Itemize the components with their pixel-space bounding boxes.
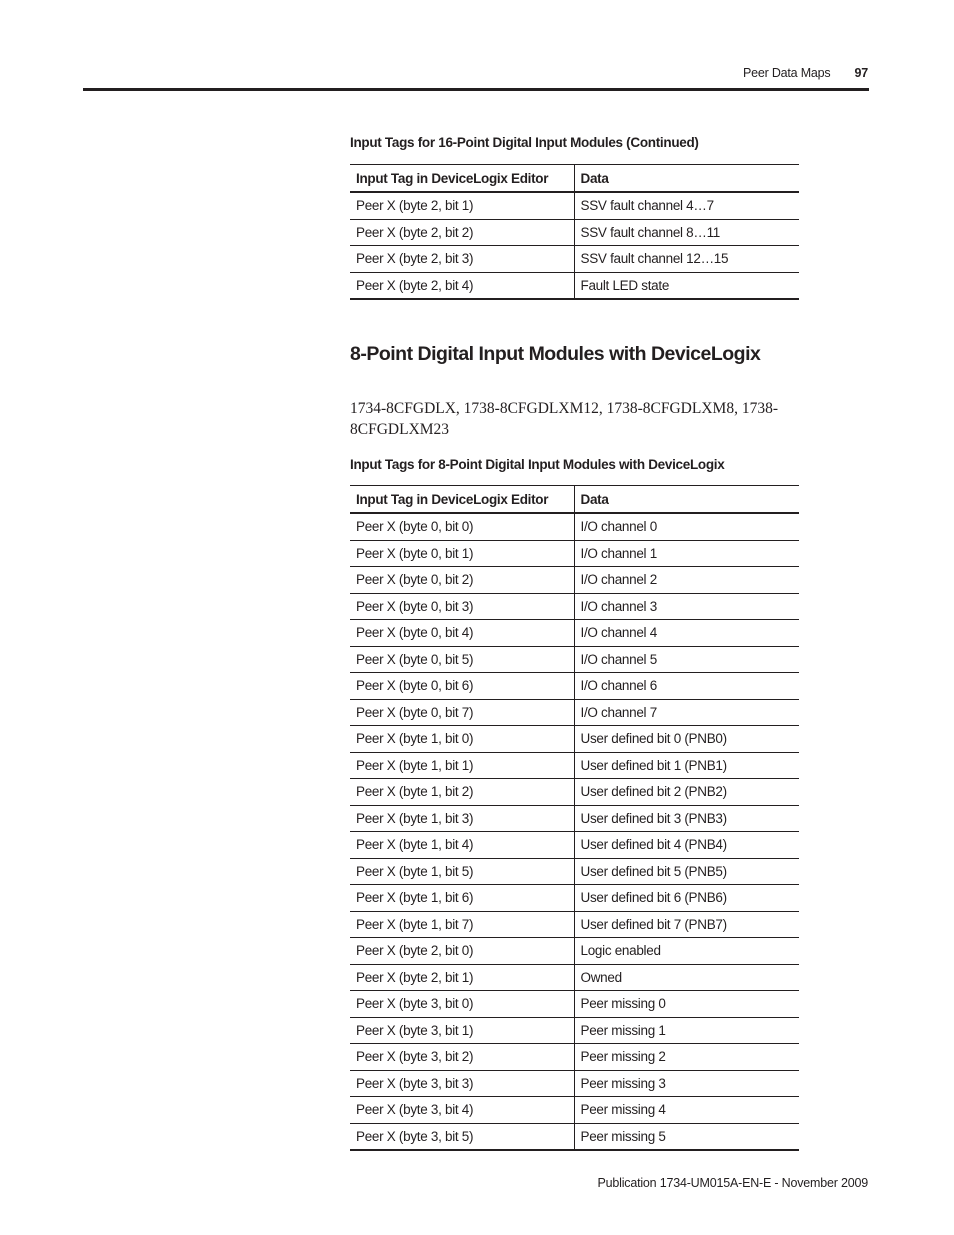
input-tag-cell: Peer X (byte 0, bit 2) <box>350 567 574 594</box>
data-cell: User defined bit 0 (PNB0) <box>574 726 799 753</box>
table-row <box>350 219 799 246</box>
table-row <box>350 1017 799 1044</box>
column-header-input-tag: Input Tag in DeviceLogix Editor <box>350 165 574 193</box>
section-heading: 8-Point Digital Input Modules with DeviceLogix <box>350 343 761 365</box>
data-cell: User defined bit 7 (PNB7) <box>574 911 799 938</box>
table-row <box>350 673 799 700</box>
data-cell: User defined bit 6 (PNB6) <box>574 885 799 912</box>
data-cell: Peer missing 5 <box>574 1123 799 1150</box>
input-tag-cell: Peer X (byte 0, bit 5) <box>350 646 574 673</box>
data-cell: Peer missing 0 <box>574 991 799 1018</box>
table2-body <box>350 513 799 1150</box>
input-tag-cell: Peer X (byte 2, bit 0) <box>350 938 574 965</box>
table-row <box>350 192 799 219</box>
table-row <box>350 752 799 779</box>
input-tag-cell: Peer X (byte 0, bit 4) <box>350 620 574 647</box>
table-row <box>350 272 799 299</box>
table-row <box>350 540 799 567</box>
table-row <box>350 885 799 912</box>
data-cell: Peer missing 4 <box>574 1097 799 1124</box>
input-tag-cell: Peer X (byte 0, bit 3) <box>350 593 574 620</box>
header-rule <box>83 88 869 91</box>
column-header-data: Data <box>574 165 799 193</box>
data-cell: User defined bit 5 (PNB5) <box>574 858 799 885</box>
data-cell: I/O channel 1 <box>574 540 799 567</box>
table-row <box>350 1123 799 1150</box>
table-row <box>350 620 799 647</box>
table-row <box>350 911 799 938</box>
data-cell: I/O channel 2 <box>574 567 799 594</box>
header-section-title: Peer Data Maps <box>742 66 831 80</box>
table-row <box>350 964 799 991</box>
table-row <box>350 699 799 726</box>
column-header-data: Data <box>574 486 799 514</box>
data-cell: User defined bit 2 (PNB2) <box>574 779 799 806</box>
data-cell: I/O channel 3 <box>574 593 799 620</box>
input-tag-cell: Peer X (byte 0, bit 6) <box>350 673 574 700</box>
data-cell: Peer missing 1 <box>574 1017 799 1044</box>
input-tag-cell: Peer X (byte 0, bit 1) <box>350 540 574 567</box>
table-row <box>350 1097 799 1124</box>
table-header-row <box>350 486 799 514</box>
table-row <box>350 858 799 885</box>
table2-caption: Input Tags for 8-Point Digital Input Modules with DeviceLogix <box>350 457 725 472</box>
table-row <box>350 938 799 965</box>
input-tag-cell: Peer X (byte 1, bit 2) <box>350 779 574 806</box>
input-tag-cell: Peer X (byte 3, bit 2) <box>350 1044 574 1071</box>
input-tag-cell: Peer X (byte 1, bit 0) <box>350 726 574 753</box>
publication-footer: Publication 1734-UM015A-EN-E - November 2009 <box>597 1176 868 1190</box>
data-cell: I/O channel 7 <box>574 699 799 726</box>
input-tag-cell: Peer X (byte 3, bit 1) <box>350 1017 574 1044</box>
input-tag-cell: Peer X (byte 3, bit 4) <box>350 1097 574 1124</box>
table-row <box>350 1044 799 1071</box>
table-row <box>350 805 799 832</box>
table-row <box>350 832 799 859</box>
data-cell: Fault LED state <box>574 272 799 299</box>
table1-body <box>350 192 799 299</box>
table-row <box>350 646 799 673</box>
input-tag-cell: Peer X (byte 2, bit 2) <box>350 219 574 246</box>
page-number: 97 <box>854 66 868 80</box>
data-cell: SSV fault channel 8…11 <box>574 219 799 246</box>
table2-input-tags-8pt-devicelogix <box>350 485 799 1151</box>
data-cell: Peer missing 2 <box>574 1044 799 1071</box>
data-cell: I/O channel 5 <box>574 646 799 673</box>
input-tag-cell: Peer X (byte 1, bit 1) <box>350 752 574 779</box>
column-header-input-tag: Input Tag in DeviceLogix Editor <box>350 486 574 514</box>
table-row <box>350 991 799 1018</box>
table-row <box>350 593 799 620</box>
data-cell: User defined bit 1 (PNB1) <box>574 752 799 779</box>
table1-caption: Input Tags for 16-Point Digital Input Modules (Continued) <box>350 135 699 150</box>
input-tag-cell: Peer X (byte 2, bit 3) <box>350 246 574 273</box>
input-tag-cell: Peer X (byte 1, bit 6) <box>350 885 574 912</box>
data-cell: SSV fault channel 4…7 <box>574 192 799 219</box>
table-row <box>350 513 799 540</box>
input-tag-cell: Peer X (byte 1, bit 4) <box>350 832 574 859</box>
input-tag-cell: Peer X (byte 2, bit 4) <box>350 272 574 299</box>
input-tag-cell: Peer X (byte 2, bit 1) <box>350 964 574 991</box>
input-tag-cell: Peer X (byte 3, bit 3) <box>350 1070 574 1097</box>
table-row <box>350 1070 799 1097</box>
data-cell: I/O channel 4 <box>574 620 799 647</box>
input-tag-cell: Peer X (byte 0, bit 0) <box>350 513 574 540</box>
table-row <box>350 779 799 806</box>
input-tag-cell: Peer X (byte 3, bit 5) <box>350 1123 574 1150</box>
input-tag-cell: Peer X (byte 1, bit 5) <box>350 858 574 885</box>
data-cell: Logic enabled <box>574 938 799 965</box>
data-cell: SSV fault channel 12…15 <box>574 246 799 273</box>
table-row <box>350 567 799 594</box>
table-row <box>350 726 799 753</box>
input-tag-cell: Peer X (byte 0, bit 7) <box>350 699 574 726</box>
data-cell: Owned <box>574 964 799 991</box>
table-header-row <box>350 165 799 193</box>
input-tag-cell: Peer X (byte 3, bit 0) <box>350 991 574 1018</box>
table-row <box>350 246 799 273</box>
running-header <box>743 66 868 80</box>
input-tag-cell: Peer X (byte 2, bit 1) <box>350 192 574 219</box>
data-cell: User defined bit 3 (PNB3) <box>574 805 799 832</box>
data-cell: User defined bit 4 (PNB4) <box>574 832 799 859</box>
input-tag-cell: Peer X (byte 1, bit 3) <box>350 805 574 832</box>
data-cell: Peer missing 3 <box>574 1070 799 1097</box>
data-cell: I/O channel 6 <box>574 673 799 700</box>
input-tag-cell: Peer X (byte 1, bit 7) <box>350 911 574 938</box>
catalog-numbers: 1734-8CFGDLX, 1738-8CFGDLXM12, 1738-8CFGDLXM8, 1738-8CFGDLXM23 <box>350 400 778 438</box>
data-cell: I/O channel 0 <box>574 513 799 540</box>
table1-input-tags-16pt-continued <box>350 164 799 300</box>
